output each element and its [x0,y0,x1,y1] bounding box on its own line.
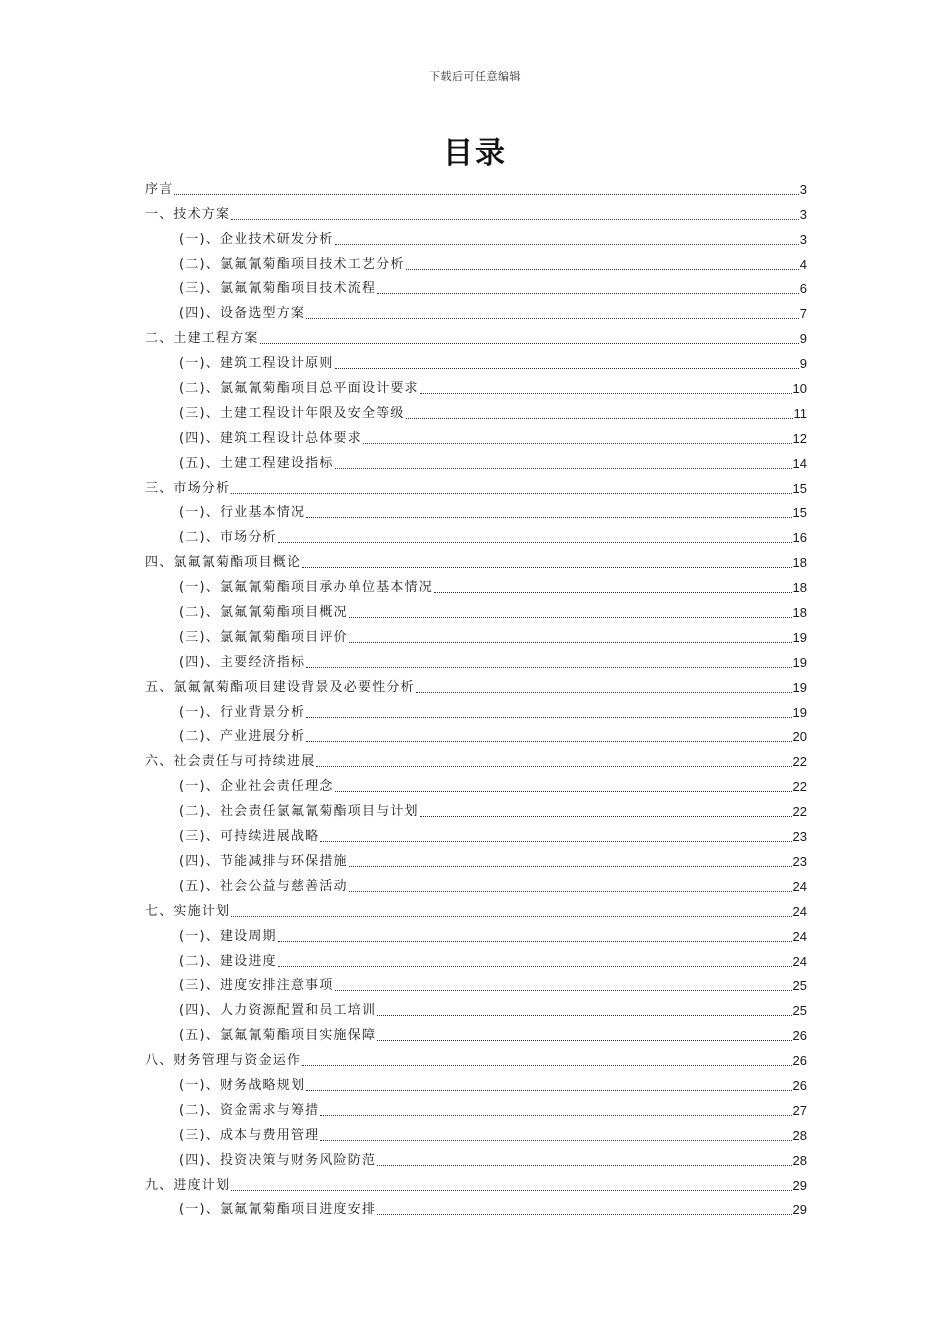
toc-entry[interactable] [145,1070,807,1095]
toc-entry-page-number: 7 [799,306,807,322]
toc-entry[interactable] [145,423,807,448]
toc-entry[interactable] [145,672,807,697]
toc-entry-label: (三)、氯氟氰菊酯项目评价 [179,629,348,645]
toc-entry-label: (五)、社会公益与慈善活动 [179,878,348,894]
toc-dot-leader [434,592,792,593]
toc-entry-label: (三)、土建工程设计年限及安全等级 [179,405,405,421]
toc-dot-leader [278,542,792,543]
toc-entry-page-number: 15 [792,505,807,521]
toc-dot-leader [306,667,791,668]
toc-entry-page-number: 12 [792,430,807,446]
toc-entry[interactable] [145,921,807,946]
toc-entry-label: 九、进度计划 [145,1177,231,1193]
toc-entry[interactable] [145,249,807,274]
toc-entry-label: (四)、节能减排与环保措施 [179,853,348,869]
toc-dot-leader [302,567,791,568]
toc-dot-leader [306,741,791,742]
toc-entry-page-number: 18 [792,555,807,571]
toc-entry-page-number: 24 [792,903,807,919]
toc-dot-leader [335,468,792,469]
toc-entry[interactable] [145,647,807,672]
toc-entry-label: (二)、氯氟氰菊酯项目总平面设计要求 [179,381,419,397]
toc-dot-leader [260,343,799,344]
toc-entry-page-number: 24 [792,878,807,894]
toc-entry-page-number: 6 [799,281,807,297]
toc-dot-leader [349,866,792,867]
toc-entry-page-number: 15 [792,480,807,496]
toc-entry[interactable] [145,771,807,796]
toc-entry-label: (一)、氯氟氰菊酯项目承办单位基本情况 [179,580,433,596]
toc-dot-leader [320,1140,791,1141]
toc-entry-page-number: 18 [792,580,807,596]
toc-entry-label: 四、氯氟氰菊酯项目概论 [145,555,302,571]
toc-entry[interactable] [145,398,807,423]
toc-entry-page-number: 24 [792,953,807,969]
toc-entry-label: 三、市场分析 [145,480,231,496]
toc-entry-page-number: 18 [792,605,807,621]
toc-dot-leader [306,318,799,319]
toc-entry[interactable] [145,796,807,821]
toc-entry-page-number: 26 [792,1053,807,1069]
toc-entry-page-number: 16 [792,530,807,546]
toc-entry-label: 一、技术方案 [145,206,231,222]
toc-entry-page-number: 20 [792,729,807,745]
toc-dot-leader [316,766,791,767]
toc-dot-leader [406,269,799,270]
toc-entry[interactable] [145,1045,807,1070]
toc-entry-page-number: 23 [792,829,807,845]
toc-entry-page-number: 29 [792,1177,807,1193]
toc-entry-page-number: 29 [792,1202,807,1218]
toc-dot-leader [231,916,791,917]
toc-dot-leader [306,1090,791,1091]
toc-dot-leader [335,244,799,245]
toc-entry-label: 五、氯氟氰菊酯项目建设背景及必要性分析 [145,679,415,695]
toc-dot-leader [335,368,799,369]
toc-entry[interactable] [145,1145,807,1170]
toc-entry-label: 二、土建工程方案 [145,331,259,347]
toc-entry-page-number: 27 [792,1102,807,1118]
toc-dot-leader [320,841,791,842]
toc-entry[interactable] [145,224,807,249]
toc-entry[interactable] [145,1195,807,1220]
toc-entry-label: (三)、成本与费用管理 [179,1127,320,1143]
toc-dot-leader [377,1214,791,1215]
toc-dot-leader [278,941,792,942]
toc-entry-label: (一)、财务战略规划 [179,1077,306,1093]
toc-entry-page-number: 26 [792,1028,807,1044]
toc-entry[interactable] [145,846,807,871]
toc-entry-label: (三)、进度安排注意事项 [179,978,334,994]
toc-entry[interactable] [145,1120,807,1145]
toc-dot-leader [306,517,791,518]
toc-entry-label: (一)、氯氟氰菊酯项目进度安排 [179,1202,377,1218]
toc-entry-page-number: 19 [792,679,807,695]
toc-entry-label: (二)、氯氟氰菊酯项目技术工艺分析 [179,256,405,272]
toc-entry-page-number: 10 [792,381,807,397]
toc-entry-label: (三)、氯氟氰菊酯项目技术流程 [179,281,377,297]
toc-entry-label: (一)、企业技术研发分析 [179,231,334,247]
toc-entry[interactable] [145,473,807,498]
toc-dot-leader [377,293,799,294]
toc-entry[interactable] [145,896,807,921]
toc-entry-label: 八、财务管理与资金运作 [145,1053,302,1069]
toc-entry[interactable] [145,373,807,398]
toc-dot-leader [231,219,799,220]
toc-entry-label: (二)、建设进度 [179,953,277,969]
toc-dot-leader [231,493,791,494]
toc-entry[interactable] [145,572,807,597]
toc-entry-label: (五)、土建工程建设指标 [179,455,334,471]
toc-entry-page-number: 4 [799,256,807,272]
toc-entry[interactable] [145,946,807,971]
toc-entry-label: 七、实施计划 [145,903,231,919]
toc-entry[interactable] [145,348,807,373]
toc-entry[interactable] [145,448,807,473]
toc-dot-leader [335,990,792,991]
toc-entry-label: (三)、可持续进展战略 [179,829,320,845]
toc-entry-label: (二)、市场分析 [179,530,277,546]
toc-dot-leader [420,816,792,817]
toc-dot-leader [349,617,792,618]
toc-entry-page-number: 22 [792,804,807,820]
toc-entry[interactable] [145,597,807,622]
toc-entry[interactable] [145,1020,807,1045]
toc-entry-page-number: 24 [792,928,807,944]
toc-entry-label: 六、社会责任与可持续进展 [145,754,316,770]
toc-entry-page-number: 25 [792,1003,807,1019]
toc-entry-label: (一)、行业背景分析 [179,704,306,720]
toc-dot-leader [320,1115,791,1116]
toc-dot-leader [406,418,793,419]
toc-entry[interactable] [145,746,807,771]
toc-dot-leader [416,692,792,693]
toc-entry-page-number: 9 [799,331,807,347]
toc-dot-leader [278,966,792,967]
toc-entry-page-number: 22 [792,779,807,795]
toc-entry-label: (一)、建设周期 [179,928,277,944]
toc-entry-page-number: 19 [792,629,807,645]
toc-dot-leader [377,1040,791,1041]
toc-entry-label: (四)、主要经济指标 [179,654,306,670]
toc-entry-label: (二)、氯氟氰菊酯项目概况 [179,605,348,621]
toc-entry-page-number: 11 [793,405,807,421]
toc-entry-label: (一)、企业社会责任理念 [179,779,334,795]
toc-entry-label: (二)、产业进展分析 [179,729,306,745]
toc-entry[interactable] [145,1095,807,1120]
toc-dot-leader [174,194,798,195]
toc-entry-page-number: 26 [792,1077,807,1093]
toc-entry[interactable] [145,547,807,572]
toc-dot-leader [349,891,792,892]
toc-entry-page-number: 14 [792,455,807,471]
toc-entry[interactable] [145,199,807,224]
toc-entry[interactable] [145,1170,807,1195]
toc-entry-label: (四)、设备选型方案 [179,306,306,322]
toc-dot-leader [335,791,792,792]
toc-entry[interactable] [145,971,807,996]
toc-entry-label: (五)、氯氟氰菊酯项目实施保障 [179,1028,377,1044]
toc-entry[interactable] [145,498,807,523]
toc-entry-page-number: 28 [792,1152,807,1168]
toc-entry-page-number: 9 [799,356,807,372]
toc-entry[interactable] [145,298,807,323]
toc-entry-label: (四)、人力资源配置和员工培训 [179,1003,377,1019]
toc-entry[interactable] [145,323,807,348]
toc-entry-page-number: 25 [792,978,807,994]
toc-entry-page-number: 19 [792,654,807,670]
toc-entry-page-number: 28 [792,1127,807,1143]
toc-entry-page-number: 22 [792,754,807,770]
toc-dot-leader [349,642,792,643]
toc-entry[interactable] [145,871,807,896]
toc-entry-label: 序言 [145,181,174,197]
toc-dot-leader [377,1165,791,1166]
toc-entry-label: (二)、社会责任氯氟氰菊酯项目与计划 [179,804,419,820]
toc-entry-label: (四)、投资决策与财务风险防范 [179,1152,377,1168]
toc-title: 目录 [443,136,507,171]
toc-dot-leader [302,1065,791,1066]
toc-entry[interactable] [145,722,807,747]
toc-dot-leader [377,1015,791,1016]
toc-entry[interactable] [145,821,807,846]
table-of-contents [145,174,807,1219]
toc-entry-page-number: 19 [792,704,807,720]
toc-entry[interactable] [145,174,807,199]
toc-entry[interactable] [145,274,807,299]
toc-entry-label: (一)、建筑工程设计原则 [179,356,334,372]
toc-entry[interactable] [145,995,807,1020]
toc-entry[interactable] [145,697,807,722]
toc-entry[interactable] [145,522,807,547]
toc-entry-label: (一)、行业基本情况 [179,505,306,521]
toc-dot-leader [363,443,792,444]
toc-dot-leader [306,717,791,718]
toc-entry[interactable] [145,622,807,647]
toc-dot-leader [420,393,792,394]
toc-entry-page-number: 23 [792,853,807,869]
toc-entry-page-number: 3 [799,206,807,222]
page-header-note: 下载后可任意编辑 [429,70,521,83]
toc-entry-page-number: 3 [799,231,807,247]
toc-entry-label: (四)、建筑工程设计总体要求 [179,430,362,446]
toc-entry-page-number: 3 [799,181,807,197]
toc-entry-label: (二)、资金需求与筹措 [179,1102,320,1118]
toc-dot-leader [231,1190,791,1191]
